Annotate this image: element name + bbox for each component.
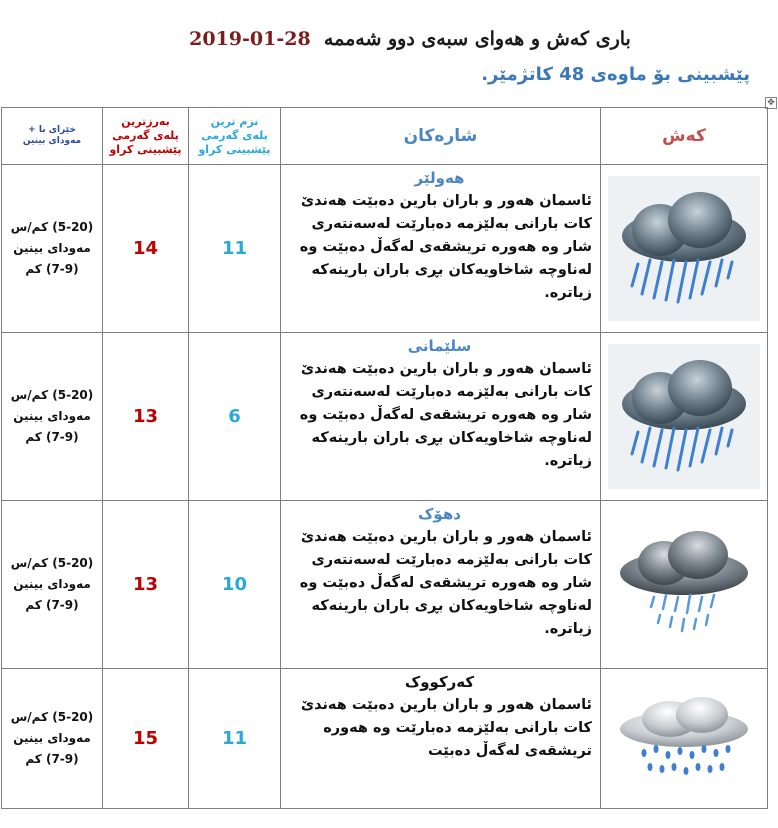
min-temp-cell: 11 bbox=[189, 165, 281, 333]
forecast-description: ئاسمان هەور و باران بارین دەبێت هەندێ کات بارانی بەلێزمە دەبارێت لەسەنتەری شار وە هەورە تریشقەی لەگەڵ دەبێت وە لەناوچە شاخاویەکان بڕی باران بارینەکە زیاترە. bbox=[299, 361, 592, 469]
title-text: باری کەش و هەوای سبەی دوو شەممە bbox=[323, 28, 631, 50]
table-move-handle-icon[interactable]: ✥ bbox=[765, 97, 777, 109]
table-row bbox=[2, 333, 768, 501]
header-min-temp: نزم ترین پلەی گەرمی پێشبینی کراو bbox=[189, 108, 281, 165]
wind-visibility-cell: (5-20) کم/س مەودای بینین (7-9) کم bbox=[2, 165, 103, 333]
weather-icon-cell bbox=[601, 333, 768, 501]
light-rain-cloud-icon bbox=[614, 689, 754, 789]
forecast-description: ئاسمان هەور و باران بارین دەبێت هەندێ کات بارانی بەلێزمە دەبارێت لەسەنتەری شار وە هەورە تریشقەی لەگەڵ دەبێت وە لەناوچە شاخاویەکان بڕی باران بارینەکە زیاترە. bbox=[299, 529, 592, 637]
weather-icon-cell bbox=[601, 501, 768, 669]
min-temp-cell: 6 bbox=[189, 333, 281, 501]
wind-visibility-cell: (5-20) کم/س مەودای بینین (7-9) کم bbox=[2, 669, 103, 809]
city-cell bbox=[281, 501, 601, 669]
forecast-table bbox=[1, 107, 768, 809]
city-name: هەولێر bbox=[414, 169, 465, 187]
max-temp-cell: 13 bbox=[103, 333, 189, 501]
weather-icon-cell bbox=[601, 669, 768, 809]
max-temp-cell: 14 bbox=[103, 165, 189, 333]
table-row bbox=[2, 165, 768, 333]
title-date: 2019-01-28 bbox=[189, 28, 311, 50]
max-temp-cell: 15 bbox=[103, 669, 189, 809]
page-title bbox=[150, 28, 670, 50]
city-cell bbox=[281, 669, 601, 809]
city-name: دهۆک bbox=[418, 505, 461, 523]
table-row bbox=[2, 669, 768, 809]
forecast-description: ئاسمان هەور و باران بارین دەبێت هەندێ کات بارانی بەلێزمە دەبارێت لەسەنتەری شار وە هەورە تریشقەی لەگەڵ دەبێت وە لەناوچە شاخاویەکان بڕی باران بارینەکە زیاترە. bbox=[299, 193, 592, 301]
header-max-temp: بەرزترین پلەی گەرمی پێشبینی کراو bbox=[103, 108, 189, 165]
min-temp-cell: 10 bbox=[189, 501, 281, 669]
header-row bbox=[2, 108, 768, 165]
header-weather: کەش bbox=[601, 108, 768, 165]
min-temp-cell: 11 bbox=[189, 669, 281, 809]
wind-visibility-cell: (5-20) کم/س مەودای بینین (7-9) کم bbox=[2, 333, 103, 501]
city-name: کەرکووک bbox=[404, 673, 475, 691]
wind-visibility-cell: (5-20) کم/س مەودای بینین (7-9) کم bbox=[2, 501, 103, 669]
page-subtitle: پێشبینی بۆ ماوەی 48 کاتژمێر. bbox=[481, 64, 750, 85]
rain-cloud-icon bbox=[614, 525, 754, 645]
city-cell bbox=[281, 333, 601, 501]
header-cities: شارەکان bbox=[281, 108, 601, 165]
city-name: سلێمانی bbox=[407, 337, 472, 355]
heavy-rain-cloud-icon bbox=[608, 344, 760, 489]
heavy-rain-cloud-icon bbox=[608, 176, 760, 321]
table-row bbox=[2, 501, 768, 669]
forecast-description: ئاسمان هەور و باران بارین دەبێت هەندێ کات بارانی بەلێزمە دەبارێت وە هەورە تریشقەی لەگەڵ دەبێت bbox=[300, 697, 592, 759]
city-cell bbox=[281, 165, 601, 333]
header-wind: خێرای با + مەودای بینین bbox=[2, 108, 103, 165]
weather-icon-cell bbox=[601, 165, 768, 333]
max-temp-cell: 13 bbox=[103, 501, 189, 669]
